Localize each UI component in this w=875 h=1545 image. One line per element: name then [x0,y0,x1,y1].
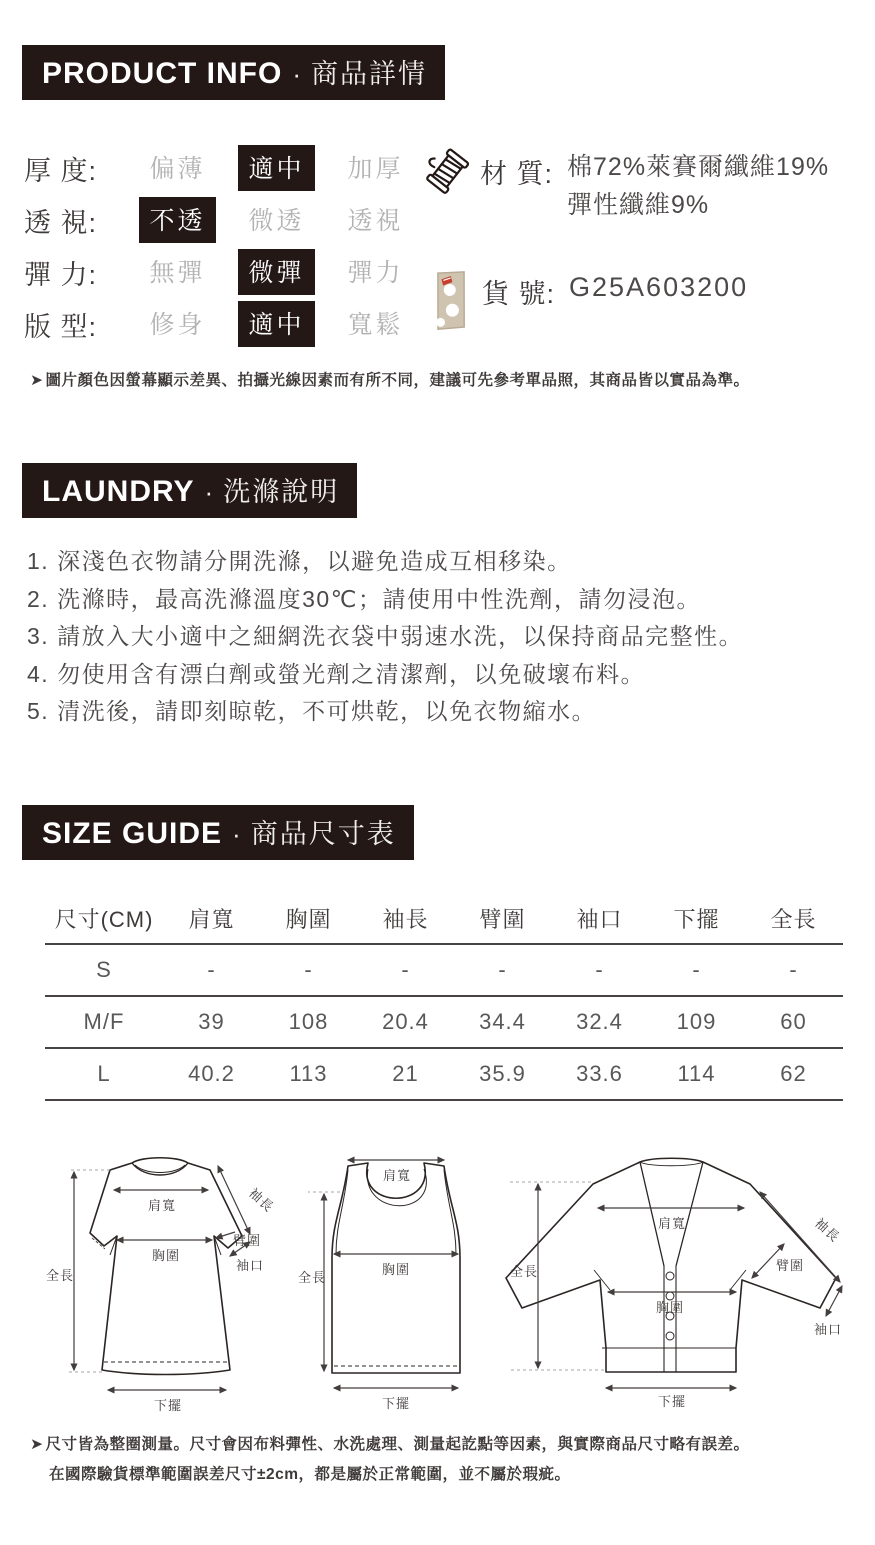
footer-note-line1: 尺寸皆為整圈測量。尺寸會因布料彈性、水洗處理、測量起訖點等因素，與實際商品尺寸略有誤差。 [45,1436,750,1453]
tshirt-full-length-label: 全長 [46,1268,75,1283]
attr-option: 微透 [248,207,305,235]
size-guide-title-zh: 商品尺寸表 [250,819,396,849]
laundry-item: 5. 清洗後，請即刻晾乾，不可烘乾，以免衣物縮水。 [27,698,597,725]
attr-option: 無彈 [149,259,206,287]
tank-diagram [296,1150,496,1417]
laundry-item: 4. 勿使用含有漂白劑或螢光劑之清潔劑，以免破壞布料。 [27,660,646,687]
tank-shoulder-label: 肩寬 [383,1168,412,1183]
value-cell: - [401,957,410,982]
attr-row-fit [24,298,425,350]
value-cell: 39 [198,1009,225,1034]
size-row-mf [45,997,843,1049]
product-note-text: 圖片顏色因螢幕顯示差異、拍攝光線因素而有所不同，建議可先參考單品照，其商品皆以實品為準。 [45,372,750,389]
footer-notes [30,1430,750,1490]
value-cell: - [304,957,313,982]
thread-spool-icon [424,148,470,201]
value-cell: 113 [289,1061,328,1086]
attr-option: 修身 [149,311,206,339]
cardigan-cuff-label: 袖口 [813,1322,843,1337]
size-guide-header [22,805,414,860]
attribute-list [24,142,425,350]
attr-option: 寬鬆 [347,311,404,339]
attr-option-selected: 不透 [139,197,215,243]
attr-option: 偏薄 [149,155,206,183]
attr-label: 厚 度: [24,155,98,186]
tshirt-diagram [32,1148,288,1419]
tshirt-sleeve-label: 袖長 [245,1185,277,1215]
laundry-title-en: LAUNDRY [42,475,195,508]
attr-row-elasticity [24,246,425,298]
attr-option: 加厚 [347,155,404,183]
attr-row-thickness [24,142,425,194]
col-header: 肩寬 [188,906,235,932]
value-cell: 35.9 [479,1061,526,1086]
size-cell: M/F [83,1009,125,1034]
col-header: 袖口 [576,906,623,932]
material-value-line2: 彈性纖維9% [567,191,710,219]
value-cell: 40.2 [188,1061,235,1086]
product-note [30,366,750,396]
value-cell: - [498,957,507,982]
laundry-item: 2. 洗滌時，最高洗滌溫度30℃；請使用中性洗劑，請勿浸泡。 [27,585,701,612]
attr-label: 透 視: [24,207,98,238]
value-cell: 32.4 [576,1009,623,1034]
cardigan-chest-label: 胸圍 [656,1300,685,1315]
value-cell: 60 [780,1009,807,1034]
col-header: 下擺 [673,906,720,932]
tshirt-arm-label: 臂圍 [232,1233,262,1248]
cardigan-arm-label: 臂圍 [775,1258,805,1273]
note-arrow-icon: ➤ [30,372,44,389]
attr-label: 彈 力: [24,259,98,290]
attr-option-selected: 適中 [238,301,314,347]
value-cell: 21 [392,1061,419,1086]
attr-row-transparency [24,194,425,246]
material-value [567,148,829,224]
size-guide-title-en: SIZE GUIDE [42,817,223,850]
laundry-instructions [27,543,743,731]
cardigan-hem-label: 下擺 [658,1394,687,1408]
laundry-item: 1. 深淺色衣物請分開洗滌，以避免造成互相移染。 [27,548,572,574]
col-header: 胸圍 [285,906,332,932]
tshirt-hem-label: 下擺 [154,1398,183,1413]
laundry-title-zh: 洗滌說明 [223,477,340,507]
cardigan-diagram [498,1150,846,1413]
value-cell: 20.4 [382,1009,429,1034]
tshirt-cuff-label: 袖口 [235,1258,265,1273]
value-cell: - [692,957,701,982]
value-cell: 33.6 [576,1061,623,1086]
col-header: 全長 [770,906,817,932]
size-table-header-row [45,893,843,945]
value-cell: 109 [676,1009,717,1034]
tank-full-length-label: 全長 [298,1270,327,1285]
tshirt-chest-label: 胸圍 [152,1248,181,1263]
col-header: 臂圍 [479,906,526,932]
attr-label: 版 型: [24,311,98,342]
cardigan-full-length-label: 全長 [510,1264,539,1279]
product-info-title-zh: 商品詳情 [311,59,427,89]
header-dot: · [204,477,214,507]
value-cell: 62 [780,1061,807,1086]
material-value-line1: 棉72%萊賽爾纖維19% [567,153,830,181]
cardigan-sleeve-label: 袖長 [811,1215,843,1245]
item-number-label: 貨 號: [482,279,556,309]
cardigan-shoulder-label: 肩寬 [658,1216,687,1231]
value-cell: 34.4 [479,1009,526,1034]
value-cell: 108 [288,1009,329,1034]
tshirt-shoulder-label: 肩寬 [148,1198,177,1213]
value-cell: - [207,957,216,982]
header-dot: · [292,59,301,89]
attr-option: 彈力 [347,259,404,287]
tank-hem-label: 下擺 [382,1396,411,1411]
note-arrow-icon: ➤ [30,1436,44,1453]
laundry-item: 3. 請放入大小適中之細網洗衣袋中弱速水洗，以保持商品完整性。 [27,623,744,650]
col-header: 袖長 [382,906,429,932]
item-number-row [428,268,748,339]
package-tag-icon [428,268,472,339]
size-row-l [45,1049,843,1101]
size-row-s [45,945,843,997]
product-info-header [22,45,445,100]
value-cell: 114 [677,1061,716,1086]
size-table [45,893,843,1101]
tank-chest-label: 胸圍 [382,1262,411,1277]
size-cell: L [97,1061,111,1086]
col-header: 尺寸(CM) [54,906,154,932]
footer-note-line2: 在國際驗貨標準範圍誤差尺寸±2cm，都是屬於正常範圍，並不屬於瑕疵。 [49,1466,571,1483]
material-label: 材 質: [480,159,554,189]
laundry-header [22,463,357,518]
header-dot: · [232,819,241,849]
attr-option-selected: 適中 [238,145,314,191]
value-cell: - [789,957,798,982]
material-row [424,148,829,224]
attr-option: 透視 [347,207,404,235]
item-number-value: G25A603200 [569,272,749,302]
product-info-title-en: PRODUCT INFO [42,57,283,90]
size-cell: S [96,957,112,982]
value-cell: - [595,957,604,982]
attr-option-selected: 微彈 [238,249,314,295]
